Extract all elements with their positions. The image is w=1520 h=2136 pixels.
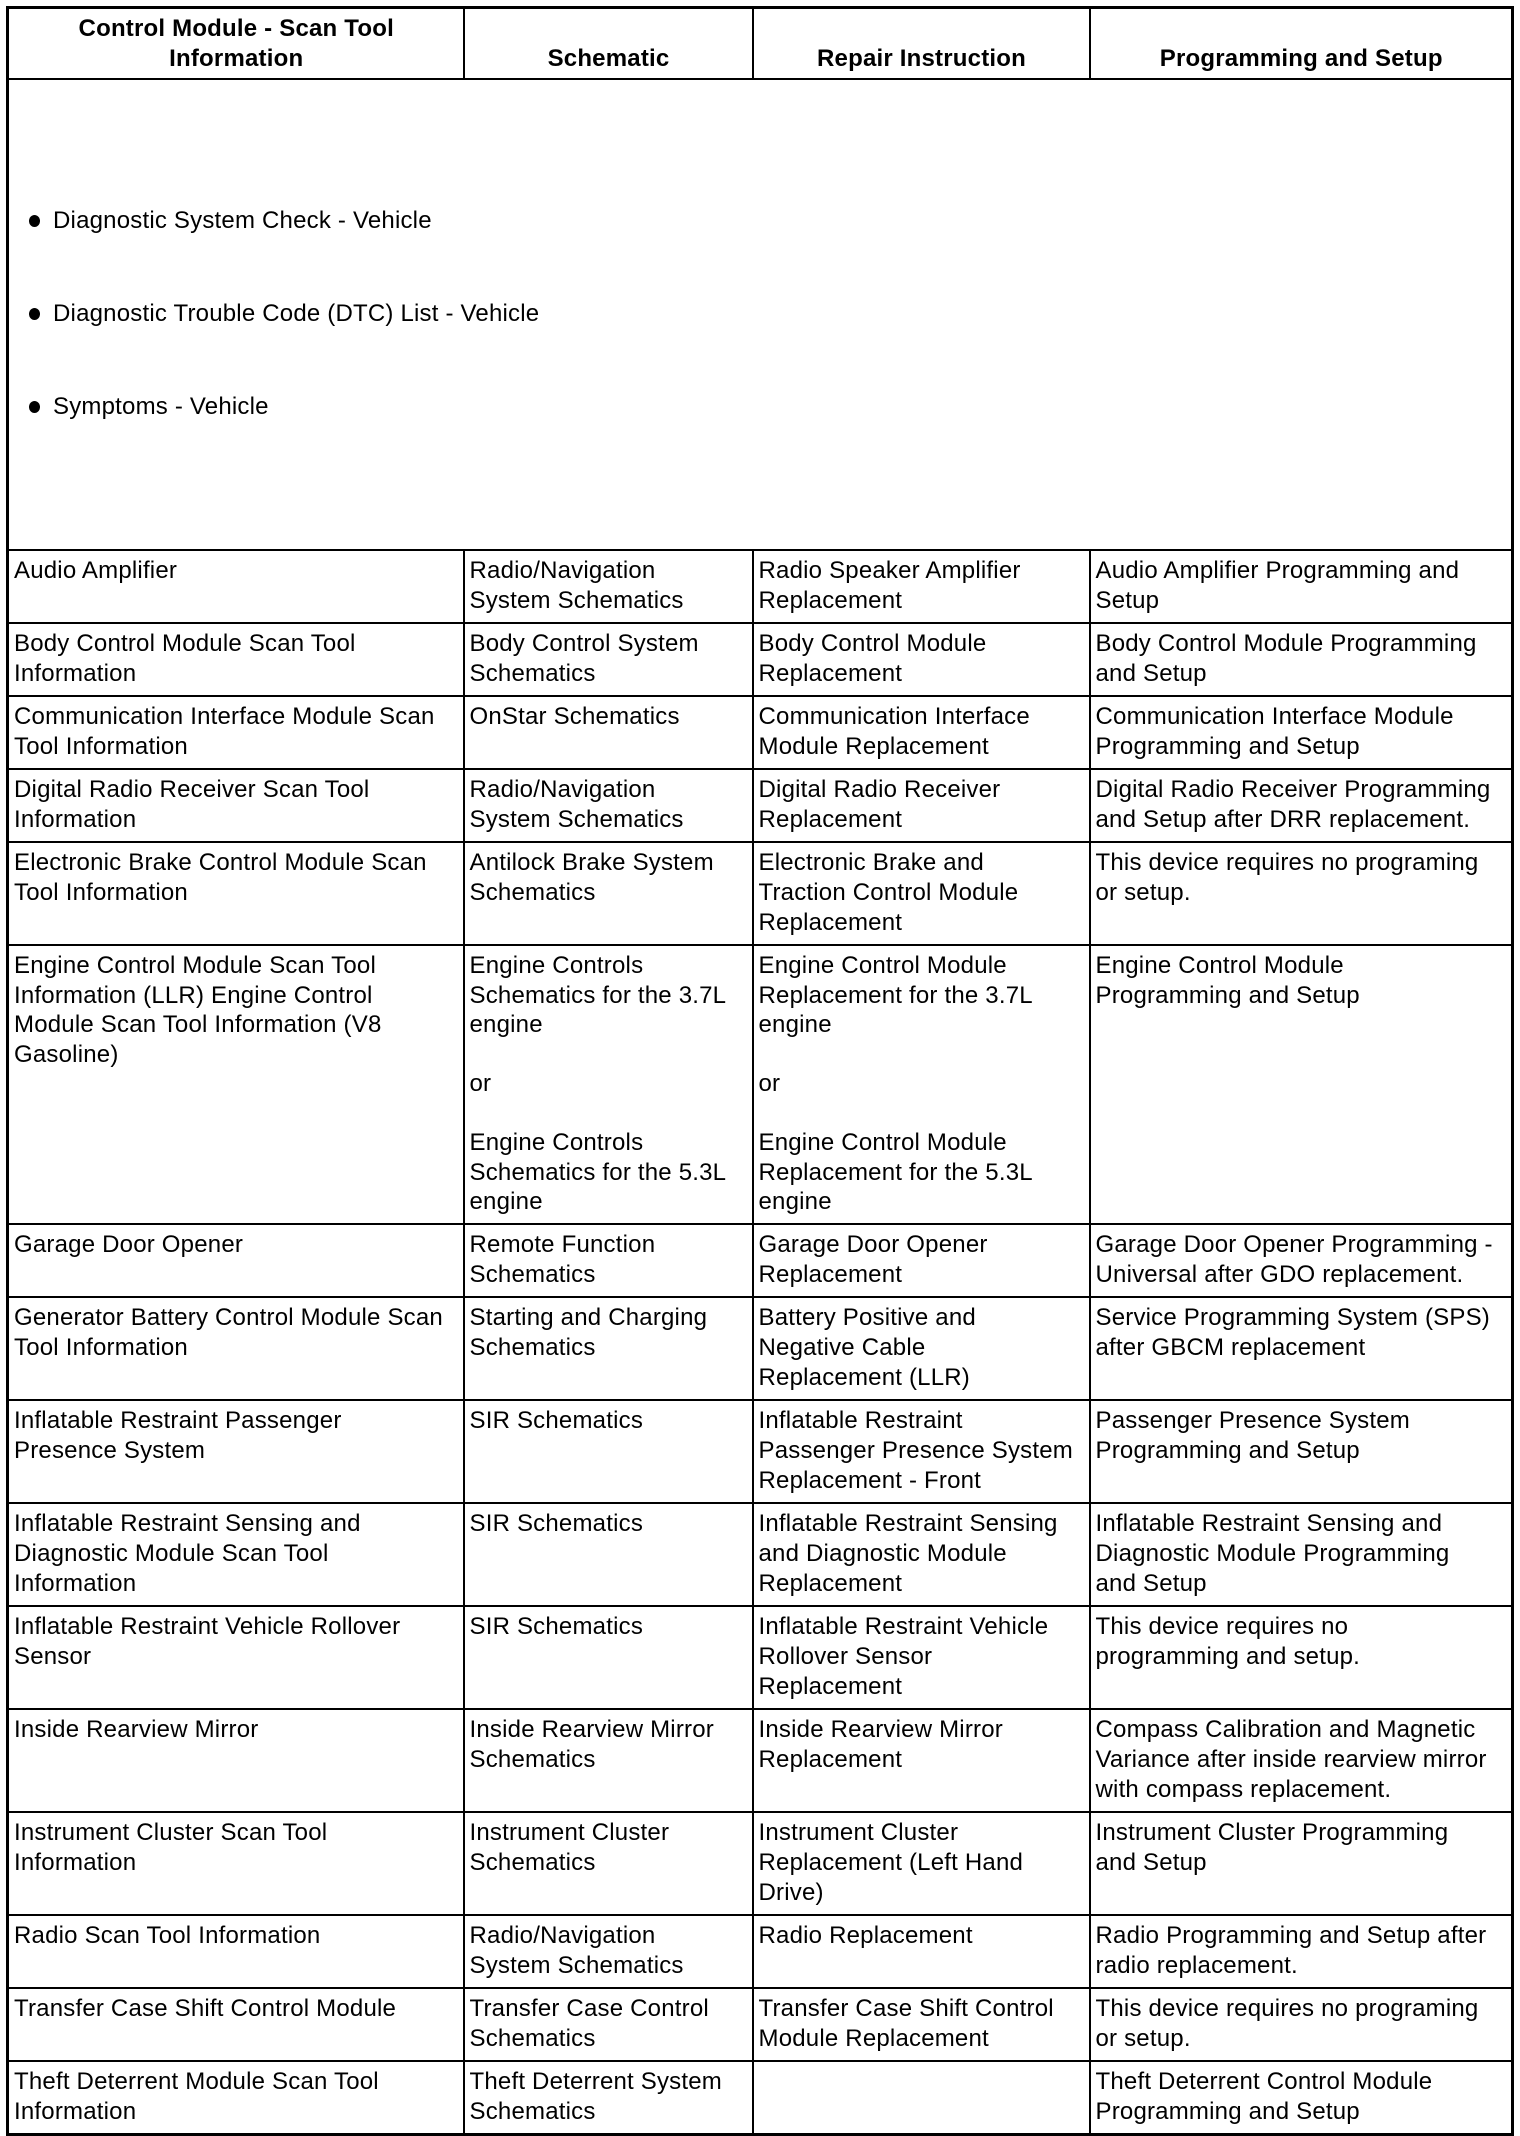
schematic-cell[interactable]: SIR Schematics (464, 1606, 753, 1709)
table-row (8, 842, 1513, 945)
repair-instruction-cell[interactable]: Inflatable Restraint Passenger Presence System Replacement - Front (753, 1400, 1090, 1503)
table-row (8, 2061, 1513, 2135)
programming-setup-cell[interactable]: Compass Calibration and Magnetic Variance after inside rearview mirror with compass replacement. (1090, 1709, 1513, 1812)
module-cell: Instrument Cluster Scan Tool Information (8, 1812, 464, 1915)
repair-instruction-cell[interactable] (753, 2061, 1090, 2135)
bullet-item[interactable] (29, 297, 1507, 330)
programming-setup-cell[interactable]: Audio Amplifier Programming and Setup (1090, 550, 1513, 623)
repair-instruction-cell[interactable]: Inflatable Restraint Sensing and Diagnostic Module Replacement (753, 1503, 1090, 1606)
module-cell: Garage Door Opener (8, 1224, 464, 1297)
table-row (8, 696, 1513, 769)
bullet-link[interactable]: Diagnostic Trouble Code (DTC) List - Vehicle (53, 300, 540, 327)
programming-setup-cell[interactable]: This device requires no programing or setup. (1090, 1988, 1513, 2061)
programming-setup-cell[interactable]: Inflatable Restraint Sensing and Diagnostic Module Programming and Setup (1090, 1503, 1513, 1606)
module-cell: Body Control Module Scan Tool Information (8, 623, 464, 696)
module-cell: Inflatable Restraint Passenger Presence System (8, 1400, 464, 1503)
repair-instruction-cell[interactable]: Inflatable Restraint Vehicle Rollover Sensor Replacement (753, 1606, 1090, 1709)
table-row (8, 1709, 1513, 1812)
repair-instruction-cell[interactable]: Transfer Case Shift Control Module Replacement (753, 1988, 1090, 2061)
module-cell: Transfer Case Shift Control Module (8, 1988, 464, 2061)
programming-setup-cell[interactable]: Digital Radio Receiver Programming and Setup after DRR replacement. (1090, 769, 1513, 842)
table-row (8, 1503, 1513, 1606)
repair-instruction-cell[interactable]: Electronic Brake and Traction Control Module Replacement (753, 842, 1090, 945)
schematic-cell[interactable]: SIR Schematics (464, 1503, 753, 1606)
schematic-cell[interactable]: Body Control System Schematics (464, 623, 753, 696)
control-module-references-table (6, 6, 1514, 2136)
repair-instruction-cell[interactable]: Engine Control Module Replacement for the 3.7L engine or Engine Control Module Replacement for the 5.3L engine (753, 945, 1090, 1224)
table-row (8, 550, 1513, 623)
bullet-item[interactable] (29, 390, 1507, 423)
schematic-cell[interactable]: Antilock Brake System Schematics (464, 842, 753, 945)
table-row (8, 1224, 1513, 1297)
header-repair-instruction: Repair Instruction (753, 8, 1090, 80)
module-cell: Engine Control Module Scan Tool Information (LLR) Engine Control Module Scan Tool Information (V8 Gasoline) (8, 945, 464, 1224)
programming-setup-cell[interactable]: Passenger Presence System Programming and Setup (1090, 1400, 1513, 1503)
programming-setup-cell[interactable]: Communication Interface Module Programming and Setup (1090, 696, 1513, 769)
module-cell: Theft Deterrent Module Scan Tool Information (8, 2061, 464, 2135)
repair-instruction-cell[interactable]: Body Control Module Replacement (753, 623, 1090, 696)
repair-instruction-cell[interactable]: Radio Speaker Amplifier Replacement (753, 550, 1090, 623)
table-row (8, 1812, 1513, 1915)
module-cell: Inside Rearview Mirror (8, 1709, 464, 1812)
programming-setup-cell[interactable]: Radio Programming and Setup after radio replacement. (1090, 1915, 1513, 1988)
module-cell: Inflatable Restraint Sensing and Diagnostic Module Scan Tool Information (8, 1503, 464, 1606)
bullet-icon (29, 215, 40, 227)
programming-setup-cell[interactable]: This device requires no programing or setup. (1090, 842, 1513, 945)
repair-instruction-cell[interactable]: Battery Positive and Negative Cable Replacement (LLR) (753, 1297, 1090, 1400)
bullet-item[interactable] (29, 204, 1507, 237)
schematic-cell[interactable]: Instrument Cluster Schematics (464, 1812, 753, 1915)
module-cell: Generator Battery Control Module Scan Tool Information (8, 1297, 464, 1400)
module-cell: Inflatable Restraint Vehicle Rollover Sensor (8, 1606, 464, 1709)
module-cell: Digital Radio Receiver Scan Tool Information (8, 769, 464, 842)
header-schematic: Schematic (464, 8, 753, 80)
table-row (8, 1988, 1513, 2061)
table-row (8, 623, 1513, 696)
schematic-cell[interactable]: Radio/Navigation System Schematics (464, 550, 753, 623)
programming-setup-cell[interactable]: Garage Door Opener Programming - Universal after GDO replacement. (1090, 1224, 1513, 1297)
bullet-icon (29, 308, 40, 320)
repair-instruction-cell[interactable]: Communication Interface Module Replacement (753, 696, 1090, 769)
programming-setup-cell[interactable]: Instrument Cluster Programming and Setup (1090, 1812, 1513, 1915)
bullet-link[interactable]: Symptoms - Vehicle (53, 393, 269, 420)
programming-setup-cell[interactable]: Service Programming System (SPS) after GBCM replacement (1090, 1297, 1513, 1400)
header-control-module: Control Module - Scan Tool Information (8, 8, 464, 80)
repair-instruction-cell[interactable]: Radio Replacement (753, 1915, 1090, 1988)
header-row (8, 8, 1513, 80)
schematic-cell[interactable]: Radio/Navigation System Schematics (464, 1915, 753, 1988)
table-row (8, 1606, 1513, 1709)
schematic-cell[interactable]: Starting and Charging Schematics (464, 1297, 753, 1400)
general-references-row (8, 79, 1513, 550)
repair-instruction-cell[interactable]: Digital Radio Receiver Replacement (753, 769, 1090, 842)
module-cell: Electronic Brake Control Module Scan Tool Information (8, 842, 464, 945)
schematic-cell[interactable]: Transfer Case Control Schematics (464, 1988, 753, 2061)
programming-setup-cell[interactable]: Body Control Module Programming and Setup (1090, 623, 1513, 696)
programming-setup-cell[interactable]: This device requires no programming and setup. (1090, 1606, 1513, 1709)
repair-instruction-cell[interactable]: Inside Rearview Mirror Replacement (753, 1709, 1090, 1812)
module-cell: Audio Amplifier (8, 550, 464, 623)
table-row (8, 769, 1513, 842)
schematic-cell[interactable]: Engine Controls Schematics for the 3.7L engine or Engine Controls Schematics for the 5.3L engine (464, 945, 753, 1224)
bullet-icon (29, 401, 40, 413)
programming-setup-cell[interactable]: Theft Deterrent Control Module Programming and Setup (1090, 2061, 1513, 2135)
schematic-cell[interactable]: Theft Deterrent System Schematics (464, 2061, 753, 2135)
module-cell: Communication Interface Module Scan Tool Information (8, 696, 464, 769)
bullet-link[interactable]: Diagnostic System Check - Vehicle (53, 207, 432, 234)
repair-instruction-cell[interactable]: Garage Door Opener Replacement (753, 1224, 1090, 1297)
bullet-list (29, 144, 1507, 483)
programming-setup-cell[interactable]: Engine Control Module Programming and Setup (1090, 945, 1513, 1224)
schematic-cell[interactable]: Remote Function Schematics (464, 1224, 753, 1297)
schematic-cell[interactable]: SIR Schematics (464, 1400, 753, 1503)
table-row (8, 1400, 1513, 1503)
table-row (8, 945, 1513, 1224)
table-row (8, 1915, 1513, 1988)
table-row (8, 1297, 1513, 1400)
schematic-cell[interactable]: OnStar Schematics (464, 696, 753, 769)
schematic-cell[interactable]: Inside Rearview Mirror Schematics (464, 1709, 753, 1812)
schematic-cell[interactable]: Radio/Navigation System Schematics (464, 769, 753, 842)
module-cell: Radio Scan Tool Information (8, 1915, 464, 1988)
repair-instruction-cell[interactable]: Instrument Cluster Replacement (Left Hand Drive) (753, 1812, 1090, 1915)
header-programming-setup: Programming and Setup (1090, 8, 1513, 80)
